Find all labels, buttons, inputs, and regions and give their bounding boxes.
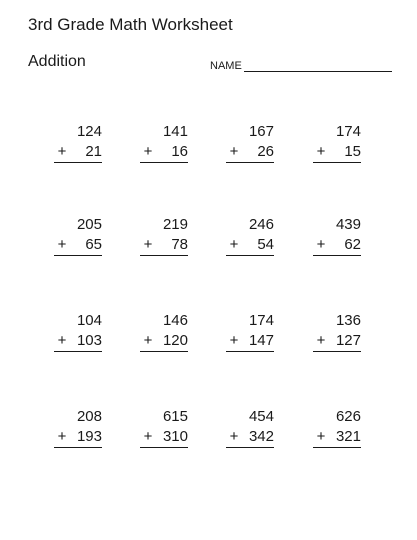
problem-16	[313, 408, 361, 448]
addend-top: 124	[76, 123, 102, 140]
plus-sign: +	[316, 236, 326, 253]
addend-bottom: 21	[85, 143, 102, 160]
addend-top: 104	[76, 312, 102, 329]
addend-top: 454	[248, 408, 274, 425]
addend-bottom: 103	[76, 332, 102, 349]
addend-bottom: 16	[171, 143, 188, 160]
addend-bottom: 15	[344, 143, 361, 160]
addend-bottom: 127	[335, 332, 361, 349]
plus-sign: +	[57, 236, 67, 253]
plus-sign: +	[229, 236, 239, 253]
addend-top: 174	[335, 123, 361, 140]
name-label: NAME	[210, 60, 242, 72]
addend-top: 219	[162, 216, 188, 233]
problem-4	[313, 123, 361, 163]
answer-line	[313, 351, 361, 352]
plus-sign: +	[143, 332, 153, 349]
addend-top: 174	[248, 312, 274, 329]
problem-9	[54, 312, 102, 352]
problem-5	[54, 216, 102, 256]
addend-top: 208	[76, 408, 102, 425]
addend-bottom: 62	[344, 236, 361, 253]
name-field	[210, 57, 392, 73]
addend-top: 615	[162, 408, 188, 425]
addend-bottom: 54	[257, 236, 274, 253]
addend-top: 626	[335, 408, 361, 425]
worksheet-title: 3rd Grade Math Worksheet	[28, 15, 233, 34]
plus-sign: +	[143, 143, 153, 160]
problem-15	[226, 408, 274, 448]
addend-bottom: 65	[85, 236, 102, 253]
addend-top: 136	[335, 312, 361, 329]
answer-line	[226, 351, 274, 352]
addend-bottom: 147	[248, 332, 274, 349]
answer-line	[140, 351, 188, 352]
plus-sign: +	[143, 236, 153, 253]
worksheet-subtitle: Addition	[28, 53, 86, 70]
answer-line	[313, 162, 361, 163]
answer-line	[226, 447, 274, 448]
problem-2	[140, 123, 188, 163]
answer-line	[54, 255, 102, 256]
problem-13	[54, 408, 102, 448]
addend-bottom: 78	[171, 236, 188, 253]
addend-top: 246	[248, 216, 274, 233]
plus-sign: +	[143, 428, 153, 445]
plus-sign: +	[57, 332, 67, 349]
answer-line	[313, 447, 361, 448]
addend-bottom: 193	[76, 428, 102, 445]
answer-line	[140, 162, 188, 163]
problem-14	[140, 408, 188, 448]
name-line[interactable]	[244, 71, 392, 72]
addend-bottom: 26	[257, 143, 274, 160]
problem-8	[313, 216, 361, 256]
problem-11	[226, 312, 274, 352]
addend-top: 167	[248, 123, 274, 140]
problem-3	[226, 123, 274, 163]
plus-sign: +	[57, 428, 67, 445]
answer-line	[54, 447, 102, 448]
answer-line	[226, 255, 274, 256]
answer-line	[54, 162, 102, 163]
plus-sign: +	[316, 332, 326, 349]
problem-12	[313, 312, 361, 352]
plus-sign: +	[229, 143, 239, 160]
answer-line	[313, 255, 361, 256]
addend-bottom: 321	[335, 428, 361, 445]
problem-1	[54, 123, 102, 163]
problem-10	[140, 312, 188, 352]
answer-line	[226, 162, 274, 163]
plus-sign: +	[229, 332, 239, 349]
answer-line	[140, 255, 188, 256]
answer-line	[140, 447, 188, 448]
answer-line	[54, 351, 102, 352]
plus-sign: +	[316, 143, 326, 160]
addend-top: 205	[76, 216, 102, 233]
addend-top: 141	[162, 123, 188, 140]
plus-sign: +	[316, 428, 326, 445]
problem-6	[140, 216, 188, 256]
problem-7	[226, 216, 274, 256]
plus-sign: +	[57, 143, 67, 160]
addend-top: 439	[335, 216, 361, 233]
addend-bottom: 120	[162, 332, 188, 349]
plus-sign: +	[229, 428, 239, 445]
addend-top: 146	[162, 312, 188, 329]
addend-bottom: 342	[248, 428, 274, 445]
addend-bottom: 310	[162, 428, 188, 445]
